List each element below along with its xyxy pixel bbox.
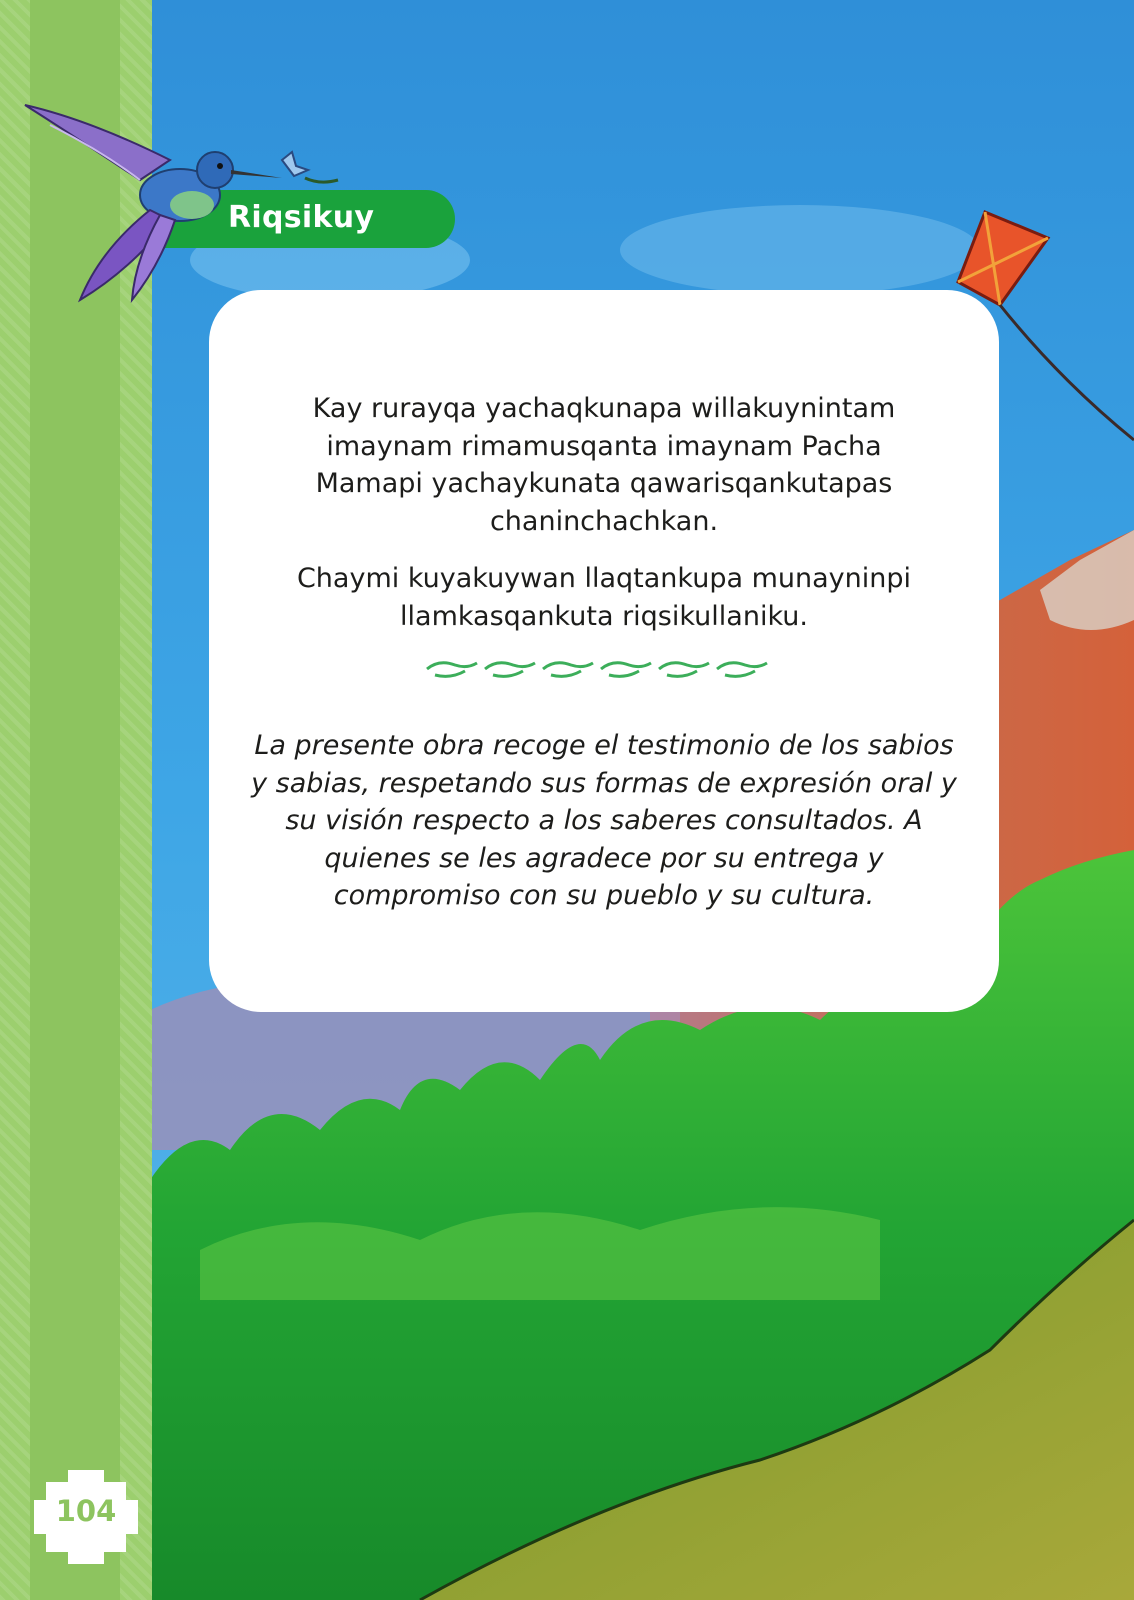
divider-motif — [717, 663, 767, 677]
section-title: Riqsikuy — [228, 200, 375, 235]
page-number: 104 — [55, 1494, 117, 1528]
quechua-paragraph-1: Kay rurayqa yachaqkunapa willakuynintam imaynam rimamusqanta imaynam Pacha Mamapi yachaykunata qawarisqankutapas chaninchachkan. — [312, 393, 896, 537]
divider-motif — [659, 663, 709, 677]
ornamental-divider — [425, 655, 775, 683]
text-card — [209, 290, 999, 1012]
divider-motif — [601, 663, 651, 677]
hummingbird-icon — [20, 100, 350, 310]
cloud — [620, 205, 980, 295]
quechua-paragraph-2: Chaymi kuyakuywan llaqtankupa munayninpi llamkasqankuta riqsikullaniku. — [296, 563, 912, 632]
divider-motif — [543, 663, 593, 677]
spanish-paragraph: La presente obra recoge el testimonio de los sabios y sabias, respetando sus formas de expresión oral y su visión respecto a los saberes consultados. A quienes se les agradece por su entrega y compromiso con su pueblo y su cultura. — [251, 730, 957, 911]
divider-motif — [427, 663, 477, 677]
divider-motif — [485, 663, 535, 677]
